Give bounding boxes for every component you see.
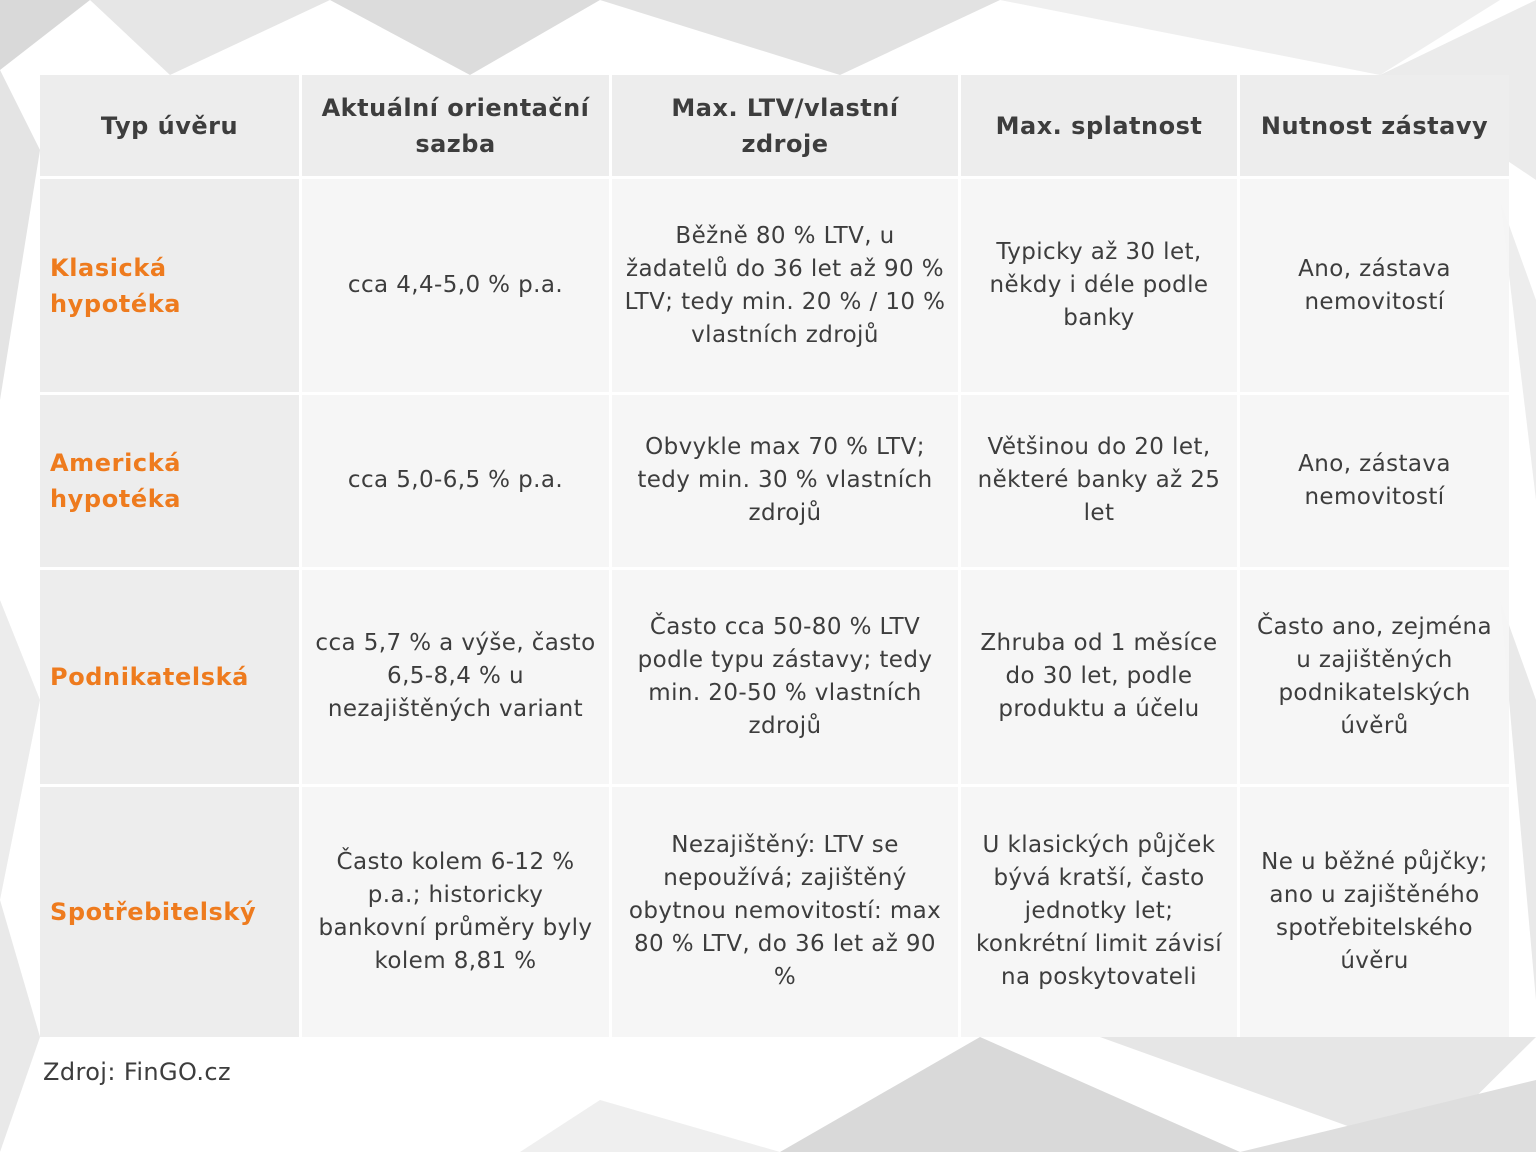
- loan-type-cell: Klasická hypotéka: [40, 179, 299, 392]
- header-collateral: Nutnost zástavy: [1240, 75, 1509, 176]
- collateral-cell: Ano, zástava nemovitostí: [1240, 395, 1509, 567]
- header-rate: Aktuální orientační sazba: [302, 75, 609, 176]
- maturity-cell: Většinou do 20 let, některé banky až 25 let: [961, 395, 1237, 567]
- rate-cell: Často kolem 6-12 % p.a.; historicky bankovní průměry byly kolem 8,81 %: [302, 787, 609, 1037]
- collateral-cell: Ano, zástava nemovitostí: [1240, 179, 1509, 392]
- maturity-cell: Zhruba od 1 měsíce do 30 let, podle produktu a účelu: [961, 570, 1237, 784]
- ltv-cell: Nezajištěný: LTV se nepoužívá; zajištěný obytnou nemovitostí: max 80 % LTV, do 36 let až 90 %: [612, 787, 958, 1037]
- rate-cell: cca 5,7 % a výše, často 6,5-8,4 % u nezajištěných variant: [302, 570, 609, 784]
- ltv-cell: Běžně 80 % LTV, u žadatelů do 36 let až 90 % LTV; tedy min. 20 % / 10 % vlastních zdrojů: [612, 179, 958, 392]
- maturity-cell: Typicky až 30 let, někdy i déle podle banky: [961, 179, 1237, 392]
- header-loan-type: Typ úvěru: [40, 75, 299, 176]
- table-row: [40, 395, 1509, 567]
- rate-cell: cca 5,0-6,5 % p.a.: [302, 395, 609, 567]
- loan-type-cell: Podnikatelská: [40, 570, 299, 784]
- comparison-table-container: [40, 75, 1497, 1037]
- table-row: [40, 179, 1509, 392]
- table-row: [40, 787, 1509, 1037]
- collateral-cell: Často ano, zejména u zajištěných podnikatelských úvěrů: [1240, 570, 1509, 784]
- ltv-cell: Obvykle max 70 % LTV; tedy min. 30 % vlastních zdrojů: [612, 395, 958, 567]
- header-maturity: Max. splatnost: [961, 75, 1237, 176]
- collateral-cell: Ne u běžné půjčky; ano u zajištěného spotřebitelského úvěru: [1240, 787, 1509, 1037]
- header-ltv: Max. LTV/vlastní zdroje: [612, 75, 958, 176]
- source-note: Zdroj: FinGO.cz: [43, 1058, 231, 1086]
- maturity-cell: U klasických půjček bývá kratší, často jednotky let; konkrétní limit závisí na poskytovateli: [961, 787, 1237, 1037]
- table-row: [40, 570, 1509, 784]
- loan-type-cell: Americká hypotéka: [40, 395, 299, 567]
- table-header-row: [40, 75, 1509, 176]
- ltv-cell: Často cca 50-80 % LTV podle typu zástavy; tedy min. 20-50 % vlastních zdrojů: [612, 570, 958, 784]
- loan-comparison-table: [37, 72, 1512, 1040]
- loan-type-cell: Spotřebitelský: [40, 787, 299, 1037]
- rate-cell: cca 4,4-5,0 % p.a.: [302, 179, 609, 392]
